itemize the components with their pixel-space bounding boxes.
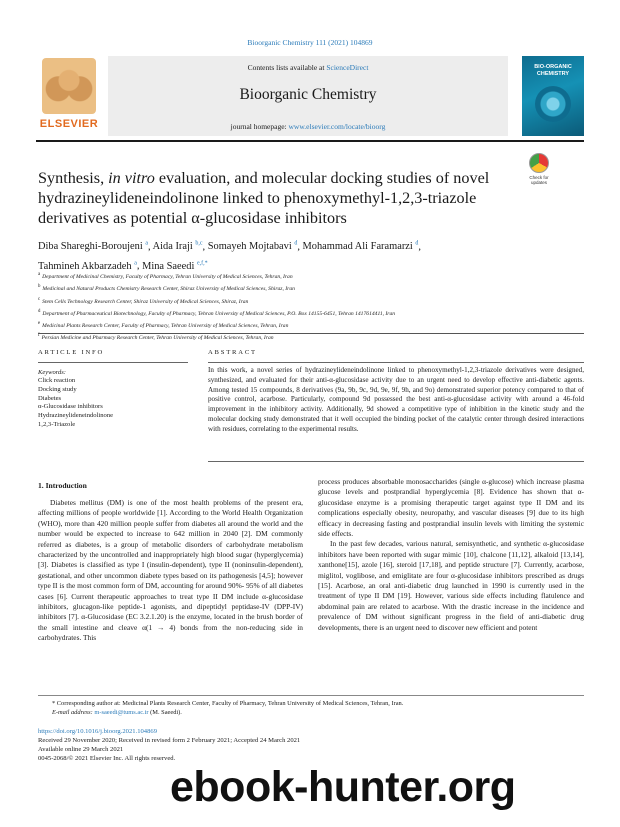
email-suffix: (M. Saeedi). (148, 709, 182, 716)
keyword: α-Glucosidase inhibitors (38, 403, 103, 411)
author[interactable]: Somayeh Mojtabavi $^d$ (207, 241, 298, 253)
body-paragraph: process produces absorbable monosaccharides (single α-glucose) which increase plasma glucose levels and postprandial hyperglycemia [8]. Evidence has shown that α-glucosidase enzyme is a promising therapeutic target against type II DM and its complications especially obesity, neuropathy, and vascular diseases [9] due to its high efficacy in decreasing fasting and postprandial insulin levels with limiting the systemic side effects. (318, 477, 584, 539)
journal-reference-link[interactable]: Bioorganic Chemistry 111 (2021) 104869 (247, 38, 373, 47)
corresponding-author-footnote (52, 699, 572, 717)
abstract-divider (208, 362, 584, 363)
keyword: Docking study (38, 385, 77, 393)
footnote-divider (38, 695, 584, 696)
author[interactable]: Tahmineh Akbarzadeh $^a$ (38, 260, 137, 272)
footnote-email-line (52, 708, 572, 717)
title-part-2: evaluation, and molecular docking studies of novel hydrazineylideneindolinone linked to phenoxymethyl-1,2,3-triazole derivatives as potential α-glucosidase inhibitors (38, 169, 490, 227)
author-affiliation-marker: d (415, 241, 419, 247)
affiliation-divider (38, 333, 584, 334)
author-affiliation-marker: e,f,* (196, 260, 208, 267)
body-paragraph: In the past few decades, various natural, semisynthetic, and synthetic α-glucosidase inhibitors have been reported with sugar mimic [10], chalcone [11,12], alkaloid [13,14], xanthone[15], azole [16], steroid [17,18], and peptide structure [7]. Currently, acarbose, miglitol, voglibose, and emiglitate are four α-glucosidase inhibitors prescribed as drugs [15]. Acarbose, an oral anti-diabetic drug launched in 1990 is currently used in the treatment of type II DM [19]. However, various side effects including flatulence and abdominal pain are related to acarbose. With the drastic increase in the incidence and prevalence of DM without significant progress in the field of anti-diabetic drug developments, there is an urgent need to discover new efficient and potent (318, 539, 584, 632)
elsevier-logo (36, 58, 102, 136)
check-for-updates-button[interactable] (522, 153, 556, 185)
abstract-bottom-divider (208, 461, 584, 462)
check-updates-icon (529, 153, 549, 173)
title-part-1: Synthesis, (38, 169, 109, 187)
author-affiliation-marker: a (145, 241, 149, 247)
body-column-left (38, 498, 303, 644)
affiliation-item: f Persian Medicine and Pharmacy Research Center, Tehran University of Medical Sciences, Tehran, Iran (38, 333, 274, 342)
elsevier-tree-icon (42, 58, 96, 114)
author[interactable]: Diba Shareghi-Boroujeni $^a$ (38, 241, 149, 253)
section-heading-introduction: 1. Introduction (38, 481, 87, 490)
contents-line (108, 63, 508, 72)
body-paragraph: Diabetes mellitus (DM) is one of the most health problems of the present era, affecting millions of people worldwide [1]. According to the World Health Organization (WHO), more than 420 million people suffer from diabetes all around the world and the number would be expected to increase to 642 million in 2040 [2]. DM commonly referred as diabetes, is a group of metabolic disorders of carbohydrate metabolism characterized by the uncontrolled and inappropriately high blood sugar (hyperglycemia) [3]. Diabetes is classified as type I (insulin-dependent), type II (noninsulin-dependent), gestational, and other uncommon diabete types based on its pathogenesis [4,5]; however type II is the most common form of DM, accounting for around 90%- 95% of all diabetes cases [6]. Current therapeutic approaches to treat type II DM include α-glucosidase inhibitors, glucagon-like peptide-1 agonists, and dipeptidyl peptidase-IV (DPP-IV) inhibitors [7]. α-Glucosidase (EC 3.2.1.20) is the enzyme, located in the brush border of the small intestine and cleave α(1 → 4) bonds from the non-reducing side in carbohydrates. This (38, 498, 303, 643)
keywords-list (38, 377, 188, 430)
elsevier-logo-text: ELSEVIER (39, 118, 99, 130)
article-info-divider (38, 362, 188, 363)
author[interactable]: Mina Saeedi $^{e,f,*}$ (142, 260, 208, 272)
keyword: Diabetes (38, 394, 62, 402)
abstract-text: In this work, a novel series of hydrazineylideneindolinone linked to phenoxymethyl-1,2,3-triazole derivatives were designed, synthesized, and evaluated for their anti-α-glucosidase activity due to an urgent need to develop effective anti-diabetic agents. Among tested 15 compounds, 8 derivatives (9a, 9b, 9c, 9d, 9e, 9f, 9h, and 9o) demonstrated superior potency compared to that of positive control, acarbose. Particularly, compound 9d possessed the best anti-α-glucosidase activity with around a 46-fold improvement in the inhibitory activity. Additionally, 9d showed a competitive type of inhibition in the kinetic study and the molecular docking study demonstrated that it well occupied the binding pocket of the catalytic center through desired interactions with residues, correlating to the experimental results. (208, 366, 584, 433)
cover-art (535, 86, 571, 122)
copyright: 0045-2068/© 2021 Elsevier Inc. All rights reserved. (38, 755, 176, 762)
affiliation-item: d Department of Pharmaceutical Biotechnology, Faculty of Pharmacy, Tehran University of Medical Sciences, P.O. Box 14155-6451, Tehran 1417614411, Iran (38, 308, 396, 317)
homepage-line (108, 122, 508, 131)
title-italic: in vitro (108, 169, 155, 187)
article-title (38, 168, 513, 228)
affiliation-item: b Medicinal and Natural Products Chemistry Research Center, Shiraz University of Medical Sciences, Shiraz, Iran (38, 284, 295, 293)
article-metadata (38, 727, 338, 763)
affiliation-item: e Medicinal Plants Research Center, Faculty of Pharmacy, Tehran University of Medical Sciences, Tehran, Iran (38, 321, 289, 329)
affiliation-item: a Department of Medicinal Chemistry, Faculty of Pharmacy, Tehran University of Medical Sciences, Tehran, Iran (38, 272, 293, 280)
watermark: ebook-hunter.org (170, 763, 516, 811)
author-affiliation-marker: d (294, 241, 298, 247)
received-dates: Received 29 November 2020; Received in revised form 2 February 2021; Accepted 24 March 2021 (38, 737, 301, 744)
author[interactable]: Mohammad Ali Faramarzi $^d$ (302, 241, 419, 253)
keywords-label: Keywords: (38, 369, 66, 376)
masthead-divider (36, 140, 584, 142)
homepage-link[interactable]: www.elsevier.com/locate/bioorg (288, 122, 386, 131)
footnote-line: * Corresponding author at: Medicinal Plants Research Center, Faculty of Pharmacy, Tehran University of Medical Sciences, Tehran, Iran. (52, 700, 404, 707)
author[interactable]: Aida Iraji $^{b,c}$ (152, 241, 203, 253)
contents-prefix: Contents lists available at (247, 63, 327, 72)
article-info-heading: ARTICLE INFO (38, 349, 105, 356)
email-label: E-mail address: (52, 709, 95, 716)
available-online: Available online 29 March 2021 (38, 746, 124, 753)
check-updates-label: Check for updates (529, 175, 549, 185)
keyword: Hydrazineylideneindolinone (38, 412, 114, 420)
affiliation-item: c Stem Cells Technology Research Center, Shiraz University of Medical Sciences, Shiraz, Iran (38, 296, 249, 305)
keyword: 1,2,3-Triazole (38, 420, 76, 428)
author-list: Diba Shareghi-Boroujeni $^a$, Aida Iraji $^{b,c}$, Somayeh Mojtabavi $^d$, Mohammad Ali Faramarzi $^d$, Tahmineh Akbarzadeh $^a$, Mina Saeedi $^{e,f,*}$ (38, 241, 421, 272)
author-affiliation-marker: a (134, 260, 137, 267)
keyword: Click reaction (38, 377, 76, 384)
journal-cover-image (522, 56, 584, 136)
doi-link[interactable]: https://doi.org/10.1016/j.bioorg.2021.104869 (38, 728, 157, 735)
journal-name: Bioorganic Chemistry (239, 86, 377, 103)
homepage-prefix: journal homepage: (230, 122, 289, 131)
cover-title: BIO-ORGANIC CHEMISTRY (534, 64, 572, 77)
email-link[interactable]: m-saeedi@tums.ac.ir (94, 709, 149, 716)
abstract-heading: ABSTRACT (208, 349, 257, 356)
sciencedirect-link[interactable]: ScienceDirect (326, 63, 369, 72)
author-affiliation-marker: b,c (195, 241, 203, 247)
body-column-right (318, 477, 584, 633)
